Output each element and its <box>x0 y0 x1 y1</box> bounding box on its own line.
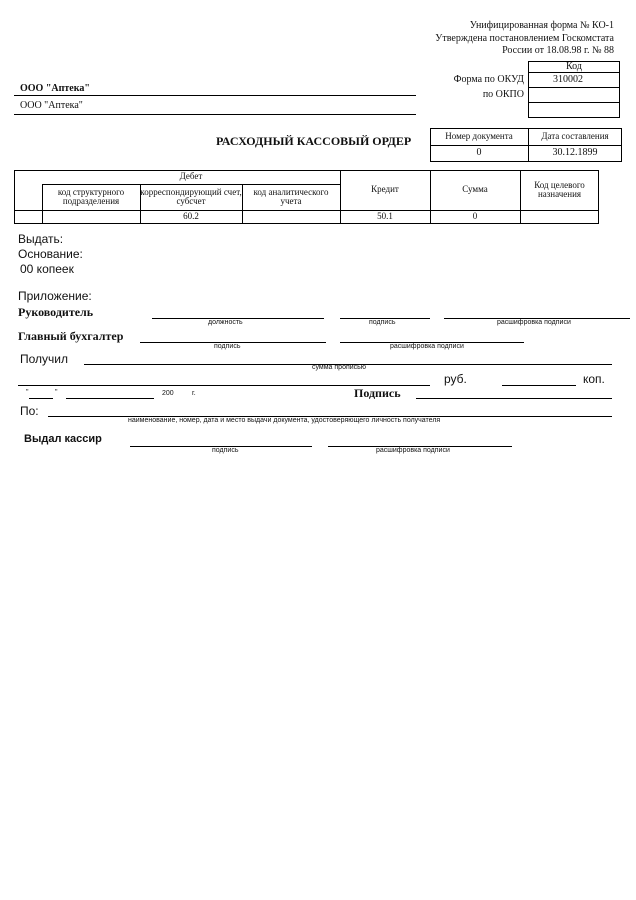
osnovanie-label: Основание: <box>18 247 83 261</box>
vydat-label: Выдать: <box>18 232 64 246</box>
kod-label: Код <box>566 61 582 72</box>
prilozhenie-label: Приложение: <box>18 289 92 303</box>
summa-propisyu-caption: сумма прописью <box>312 364 367 371</box>
table-row-blank <box>14 210 42 224</box>
subdivision-name: ООО "Аптека" <box>20 100 83 111</box>
form-header-line2: Утверждена постановлением Госкомстата <box>435 32 614 44</box>
table-row-analit <box>242 210 340 224</box>
glavbuh-label: Главный бухгалтер <box>18 329 124 343</box>
po-label: По: <box>20 404 39 418</box>
podpis-label: Подпись <box>354 386 401 400</box>
table-row-corr: 60.2 <box>183 211 199 222</box>
col-struct-header: код структурного подразделения <box>57 186 125 206</box>
vydal-kassir-label: Выдал кассир <box>24 433 102 445</box>
table-row-target <box>520 210 599 224</box>
debet-header: Дебет <box>179 171 203 182</box>
po-caption: наименование, номер, дата и место выдачи документа, удостоверяющего личность получателя <box>128 417 441 424</box>
doc-number-value: 0 <box>476 147 482 159</box>
col-target-header: Код целевого назначения <box>534 179 585 199</box>
rukovoditel-podpis-caption: подпись <box>369 319 396 326</box>
kassir-podpis-caption: подпись <box>212 447 239 454</box>
okud-label: Форма по ОКУД <box>453 74 524 85</box>
col-sum-header: Сумма <box>462 184 488 195</box>
kop-label: коп. <box>583 372 605 386</box>
col-analit-header: код аналитического учета <box>253 186 329 206</box>
okpo-label: по ОКПО <box>482 89 524 100</box>
glavbuh-rasshifrovka-caption: расшифровка подписи <box>390 343 464 350</box>
year-suffix: г. <box>192 390 196 397</box>
form-header-line1: Унифицированная форма № КО-1 <box>469 20 614 31</box>
table-row-struct <box>42 210 140 224</box>
table-row-credit: 50.1 <box>377 211 393 222</box>
rukovoditel-label: Руководитель <box>18 305 94 319</box>
table-row-sum: 0 <box>472 211 478 222</box>
page-title: РАСХОДНЫЙ КАССОВЫЙ ОРДЕР <box>216 134 412 148</box>
kopeek-text: 00 копеек <box>20 262 74 276</box>
doc-number-header: Номер документа <box>445 130 513 141</box>
doc-date-header: Дата составления <box>541 130 609 141</box>
col-credit-header: Кредит <box>371 184 399 195</box>
organization-name: ООО "Аптека" <box>20 83 90 94</box>
rukovoditel-dolzhnost-caption: должность <box>208 319 243 326</box>
doc-date-value: 30.12.1899 <box>552 147 598 159</box>
poluchil-label: Получил <box>20 352 68 366</box>
date-quote-open: " <box>26 389 29 396</box>
year-text: 200 <box>162 390 174 397</box>
glavbuh-podpis-caption: подпись <box>214 343 241 350</box>
col-corr-header: корреспондирующий счет, субсчет <box>140 186 242 206</box>
form-header-line3: России от 18.08.98 г. № 88 <box>502 45 614 56</box>
rukovoditel-rasshifrovka-caption: расшифровка подписи <box>497 319 571 326</box>
rub-label: руб. <box>444 372 467 386</box>
form-header <box>435 20 614 58</box>
okud-value: 310002 <box>553 74 583 85</box>
kassir-rasshifrovka-caption: расшифровка подписи <box>376 447 450 454</box>
date-quote-close: " <box>55 389 58 396</box>
